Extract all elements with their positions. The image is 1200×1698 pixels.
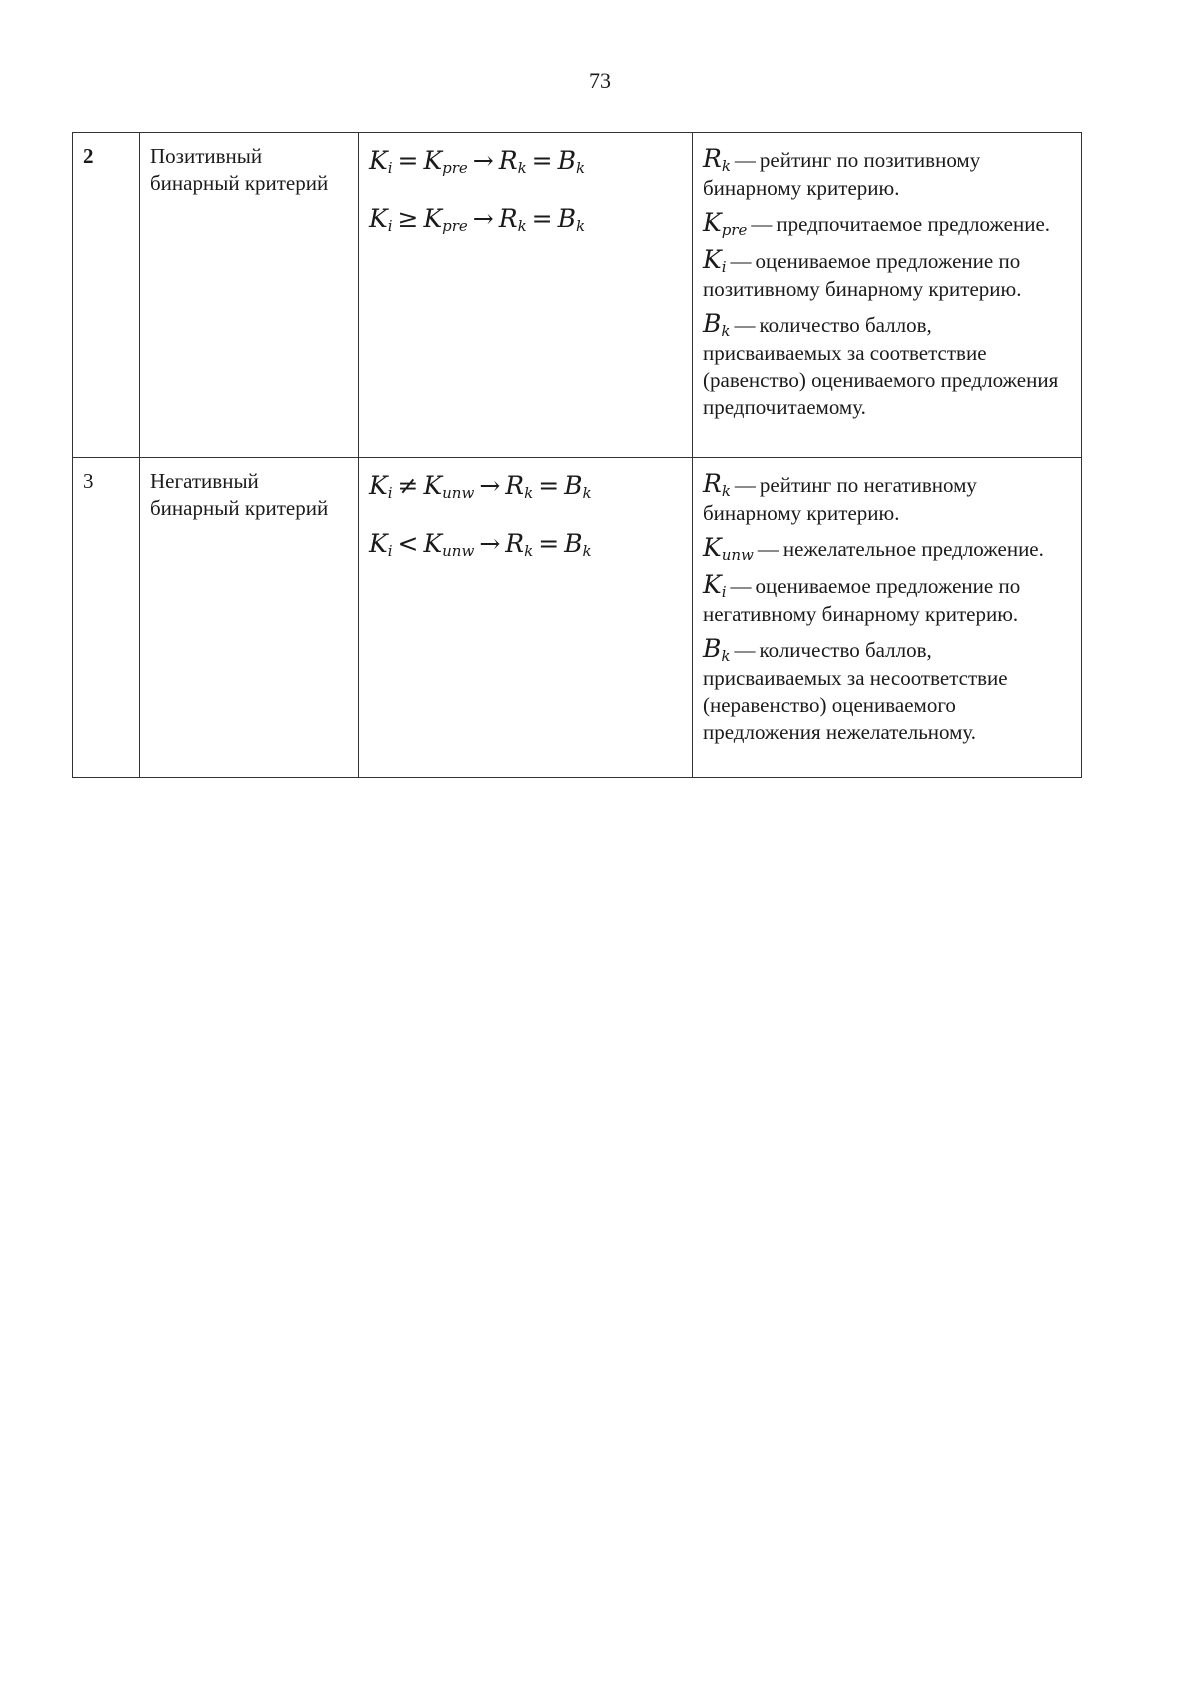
definition-item: $R_k$ — рейтинг по позитивному бинарному критерию.: [703, 144, 981, 200]
row-number: 3: [83, 469, 94, 493]
formula-cell: [359, 458, 693, 778]
criterion-name-cell: [140, 133, 359, 458]
table-row: [73, 133, 1082, 458]
definitions-cell: [693, 458, 1082, 778]
criterion-name: Негативный бинарный критерий: [150, 469, 329, 520]
row-number-cell: [73, 133, 140, 458]
formula: $K_i \ge K_{pre} \to R_k = B_k$: [369, 204, 586, 235]
page-number: 73: [589, 68, 611, 93]
criterion-name-cell: [140, 458, 359, 778]
definition-item: $K_{unw}$ — нежелательное предложение.: [703, 533, 1044, 564]
criteria-table: [72, 132, 1082, 778]
definition-item: $B_k$ — количество баллов, присваиваемых за несоответствие (неравенство) оцениваемого предложения нежелательному.: [703, 634, 1008, 744]
definition-item: $K_{pre}$ — предпочитаемое предложение.: [703, 208, 1051, 239]
definition-item: $R_k$ — рейтинг по негативному бинарному критерию.: [703, 469, 977, 525]
formula: $K_i \ne K_{unw} \to R_k = B_k$: [369, 471, 592, 502]
formula: $K_i = K_{pre} \to R_k = B_k$: [369, 146, 586, 177]
formula: $K_i < K_{unw} \to R_k = B_k$: [369, 529, 592, 560]
table-row: [73, 458, 1082, 778]
row-number: 2: [83, 144, 94, 168]
definition-item: $K_i$ — оцениваемое предложение по позитивному бинарному критерию.: [703, 245, 1022, 301]
definition-item: $B_k$ — количество баллов, присваиваемых за соответствие (равенство) оцениваемого предложения предпочитаемому.: [703, 309, 1059, 419]
criterion-name: Позитивный бинарный критерий: [150, 144, 329, 195]
definitions-cell: [693, 133, 1082, 458]
definition-item: $K_i$ — оцениваемое предложение по негативному бинарному критерию.: [703, 570, 1021, 626]
formula-cell: [359, 133, 693, 458]
row-number-cell: [73, 458, 140, 778]
